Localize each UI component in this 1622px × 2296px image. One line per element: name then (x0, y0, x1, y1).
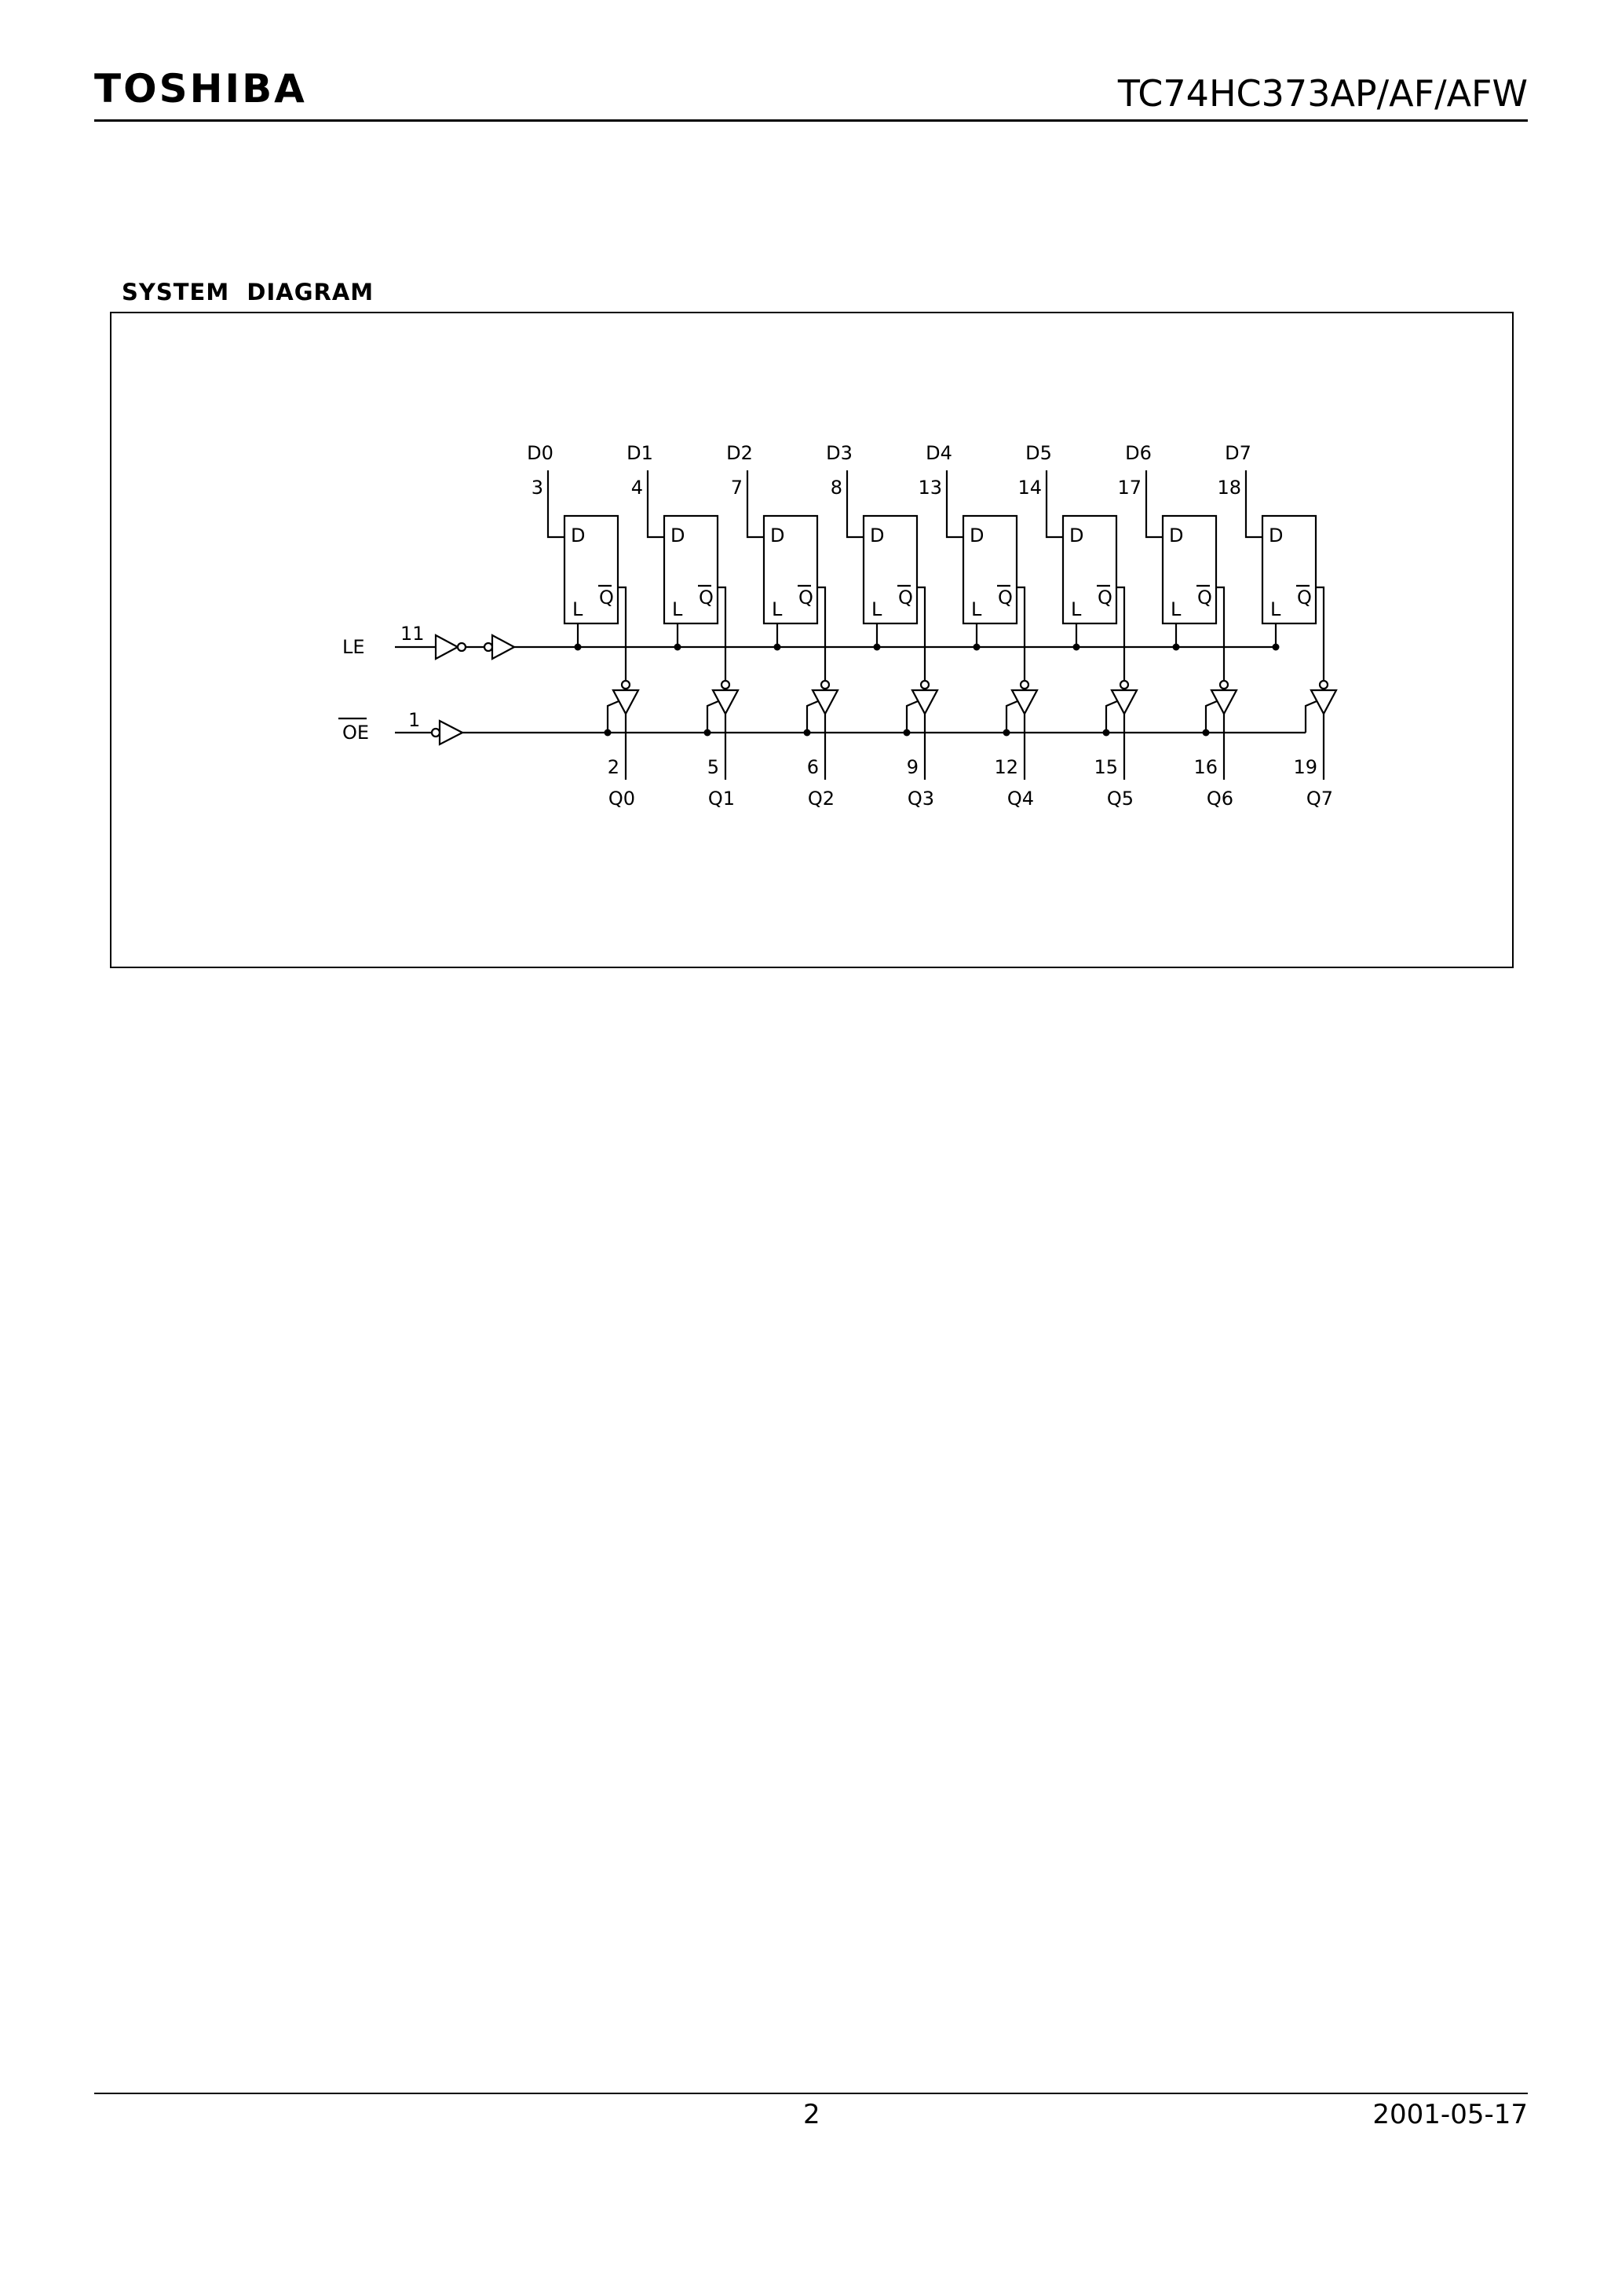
input-pin-number: 14 (1017, 477, 1042, 499)
page-number: 2 (803, 2099, 820, 2130)
output-label: Q4 (1006, 788, 1035, 810)
data-input-label: D5 (1025, 442, 1052, 464)
input-pin-number: 13 (918, 477, 942, 499)
output-enable-wire (1206, 701, 1217, 733)
data-input-label: D0 (527, 442, 553, 464)
latch-l-label: L (971, 598, 982, 620)
output-label: Q2 (807, 788, 835, 810)
latch-qbar-label: Q (1098, 587, 1112, 609)
data-input-wire (648, 470, 664, 537)
system-diagram (110, 312, 1514, 968)
data-input-wire (747, 470, 764, 537)
buffer-input-bubble (622, 681, 630, 689)
data-input-label: D3 (826, 442, 853, 464)
output-pin-number: 16 (1193, 756, 1218, 778)
latch-output-wire (817, 587, 825, 681)
output-pin-number: 15 (1094, 756, 1118, 778)
output-label: Q1 (707, 788, 736, 810)
buffer-input-bubble (1120, 681, 1128, 689)
latch-d-label: D (1069, 525, 1084, 547)
buffer-input-bubble (721, 681, 729, 689)
latch-d-label: D (670, 525, 685, 547)
data-input-wire (947, 470, 963, 537)
output-enable-wire (1006, 701, 1017, 733)
latch-qbar-label: Q (1197, 587, 1212, 609)
output-pin-number: 5 (707, 756, 719, 778)
latch-output-wire (1116, 587, 1124, 681)
output-label: Q6 (1206, 788, 1234, 810)
output-pin-number: 2 (607, 756, 619, 778)
output-label: Q3 (907, 788, 935, 810)
output-enable-wire (1306, 701, 1317, 733)
data-input-wire (847, 470, 864, 537)
input-pin-number: 4 (630, 477, 643, 499)
data-input-label: D1 (627, 442, 653, 464)
input-pin-number: 3 (531, 477, 543, 499)
buffer-input-bubble (1220, 681, 1228, 689)
le-buffer-1 (436, 635, 458, 659)
latch-output-wire (917, 587, 925, 681)
data-input-label: D7 (1225, 442, 1251, 464)
data-input-wire (548, 470, 564, 537)
oe-buffer (440, 721, 462, 744)
latch-qbar-label: Q (699, 587, 714, 609)
latch-qbar-label: Q (599, 587, 614, 609)
oe-buffer-bubble (432, 729, 440, 737)
output-label: Q0 (608, 788, 636, 810)
input-pin-number: 17 (1117, 477, 1142, 499)
output-enable-wire (807, 701, 818, 733)
data-input-label: D6 (1125, 442, 1152, 464)
input-pin-number: 18 (1217, 477, 1241, 499)
oe-pin-number: 1 (408, 709, 421, 731)
latch-d-label: D (870, 525, 885, 547)
buffer-input-bubble (1021, 681, 1028, 689)
latch-l-label: L (1171, 598, 1182, 620)
latch-d-label: D (770, 525, 785, 547)
latch-output-wire (1316, 587, 1324, 681)
latch-l-label: L (772, 598, 783, 620)
data-input-wire (1146, 470, 1163, 537)
latch-qbar-label: Q (1297, 587, 1312, 609)
le-buffer-1-bubble (458, 643, 466, 651)
section-title: SYSTEM DIAGRAM (122, 279, 374, 305)
latch-output-wire (1017, 587, 1025, 681)
output-enable-wire (608, 701, 619, 733)
latch-qbar-label: Q (798, 587, 813, 609)
latch-output-wire (718, 587, 725, 681)
output-enable-wire (907, 701, 918, 733)
data-input-wire (1246, 470, 1262, 537)
output-pin-number: 6 (806, 756, 819, 778)
data-input-label: D2 (726, 442, 753, 464)
latch-l-label: L (871, 598, 882, 620)
latch-output-wire (1216, 587, 1224, 681)
output-pin-number: 19 (1293, 756, 1317, 778)
le-pin-number: 11 (400, 623, 425, 645)
brand-logo: TOSHIBA (94, 66, 307, 112)
part-number: TC74HC373AP/AF/AFW (1117, 72, 1528, 115)
le-buffer-2-input-bubble (484, 643, 492, 651)
input-pin-number: 8 (830, 477, 842, 499)
latch-d-label: D (1269, 525, 1284, 547)
latch-l-label: L (672, 598, 683, 620)
output-enable-wire (1106, 701, 1117, 733)
output-label: Q5 (1106, 788, 1134, 810)
document-date: 2001-05-17 (1372, 2099, 1528, 2130)
oe-label: OE (342, 722, 370, 744)
buffer-input-bubble (1320, 681, 1328, 689)
data-input-label: D4 (926, 442, 952, 464)
le-label: LE (342, 636, 365, 658)
latch-l-label: L (1270, 598, 1281, 620)
latch-l-label: L (1071, 598, 1082, 620)
input-pin-number: 7 (730, 477, 743, 499)
latch-d-label: D (571, 525, 586, 547)
le-buffer-2 (492, 635, 514, 659)
footer-rule (94, 2093, 1528, 2094)
latch-d-label: D (970, 525, 985, 547)
output-pin-number: 9 (906, 756, 919, 778)
header-rule (94, 119, 1528, 122)
buffer-input-bubble (921, 681, 929, 689)
latch-qbar-label: Q (998, 587, 1013, 609)
data-input-wire (1047, 470, 1063, 537)
output-label: Q7 (1306, 788, 1334, 810)
buffer-input-bubble (821, 681, 829, 689)
output-pin-number: 12 (994, 756, 1018, 778)
latch-d-label: D (1169, 525, 1184, 547)
latch-qbar-label: Q (898, 587, 913, 609)
latch-output-wire (618, 587, 626, 681)
latch-l-label: L (572, 598, 583, 620)
output-enable-wire (707, 701, 718, 733)
